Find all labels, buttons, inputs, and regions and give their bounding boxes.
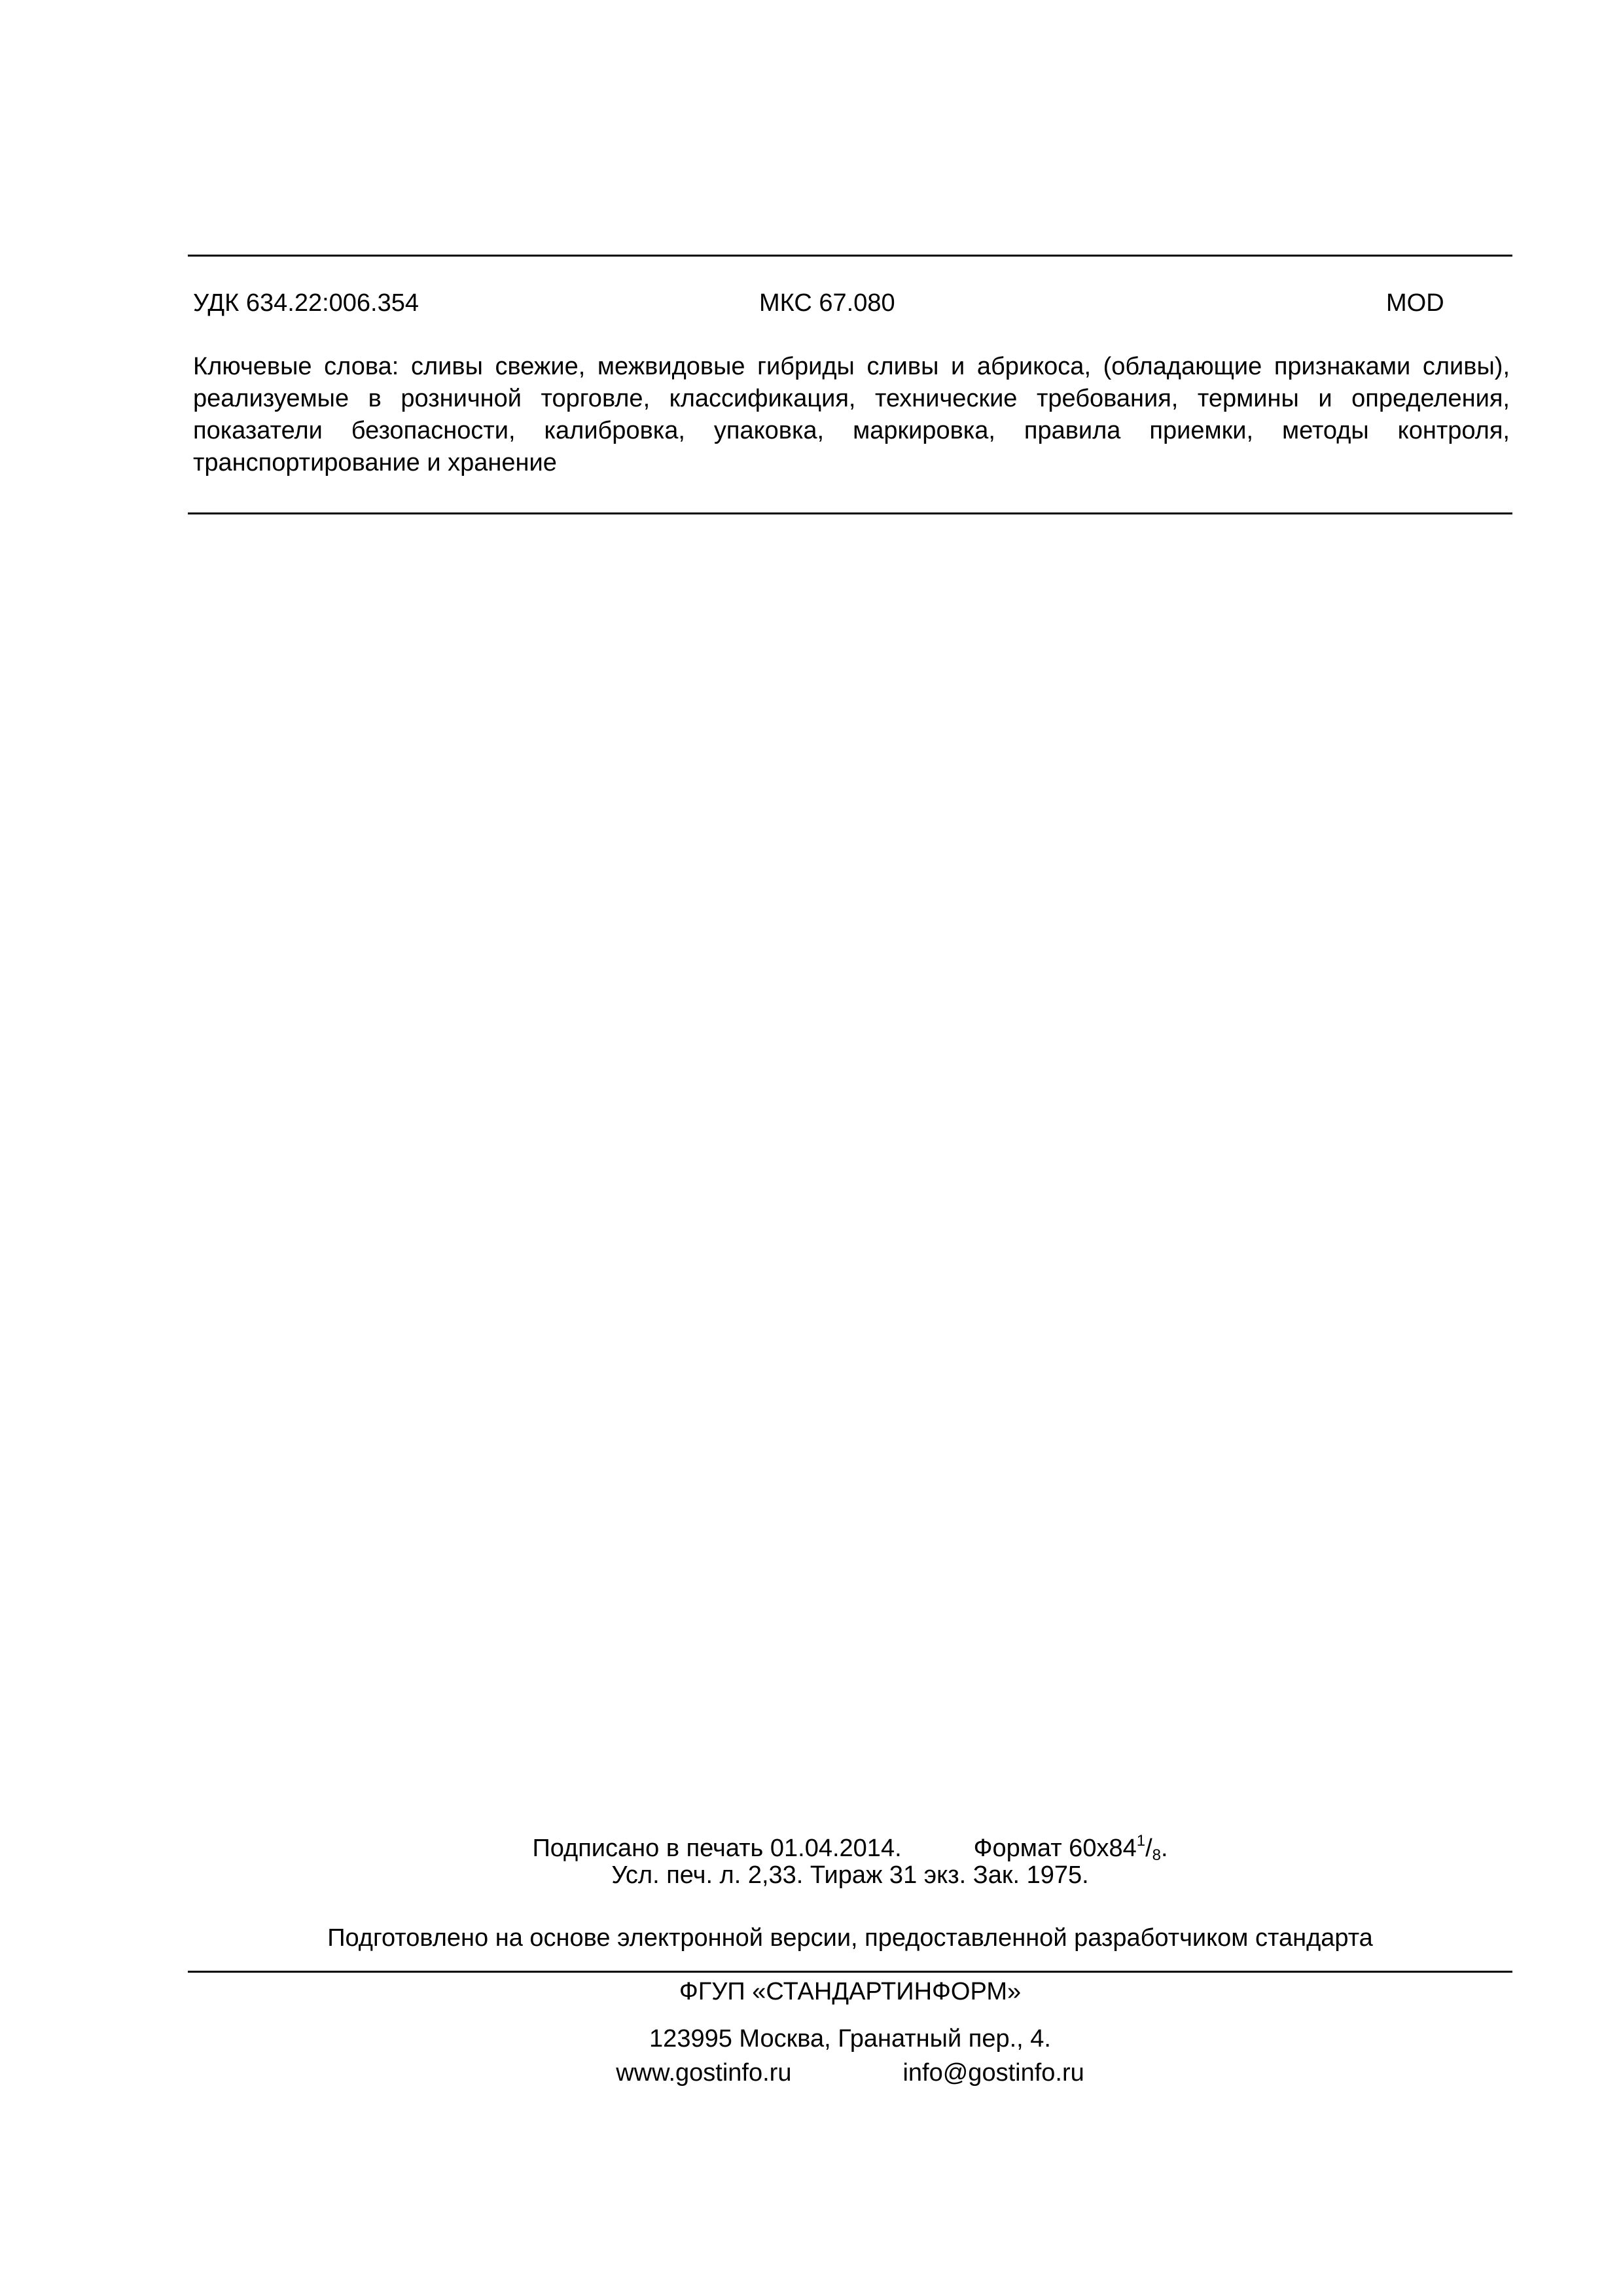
publisher-name: ФГУП «СТАНДАРТИНФОРМ»	[679, 1978, 1022, 2005]
email-link[interactable]: info@gostinfo.ru	[902, 2059, 1084, 2087]
prepared-note: Подготовлено на основе электронной версии, предоставленной разработчиком стандарта	[327, 1924, 1373, 1952]
udc-code: УДК 634.22:006.354	[193, 289, 419, 317]
keywords-bottom-rule	[188, 512, 1512, 514]
page-format: Формат $60x84^1/_8$.	[973, 1832, 1168, 1864]
signed-date: Подписано в печать 01.04.2014.	[532, 1835, 902, 1862]
website-link[interactable]: www.gostinfo.ru	[616, 2059, 792, 2087]
print-run-line: Усл. печ. л. 2,33. Тираж 31 экз. Зак. 1975.	[611, 1861, 1089, 1889]
keywords-paragraph: Ключевые слова: сливы свежие, межвидовые гибриды сливы и абрикоса, (обладающие признаками сливы), реализуемые в розничной торговле, классификация, технические требования, термины и определения, показатели безопасности, калибровка, упаковка, маркировка, правила приемки, методы контроля, транспортирование и хранение	[193, 353, 1510, 476]
publisher-address: 123995 Москва, Гранатный пер., 4.	[649, 2025, 1051, 2053]
contacts-line	[188, 2056, 1512, 2090]
top-rule	[188, 255, 1512, 257]
classification-codes	[193, 289, 1512, 322]
ics-code: МКС 67.080	[759, 289, 895, 317]
imprint-rule	[188, 1971, 1512, 1973]
harmonization-degree: MOD	[1386, 289, 1444, 317]
